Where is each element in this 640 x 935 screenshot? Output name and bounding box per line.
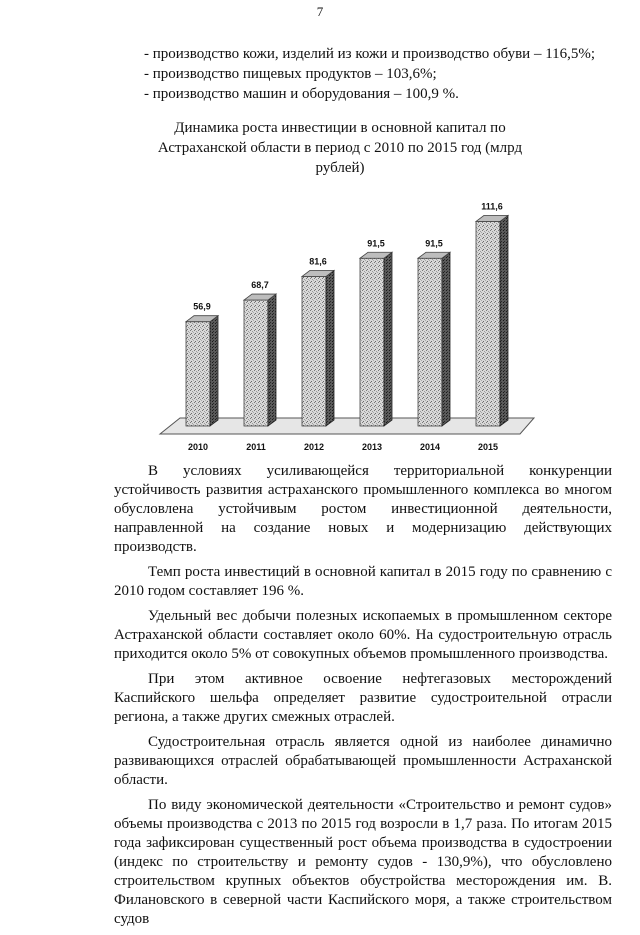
x-tick-label: 2010	[187, 442, 209, 452]
bar-2013	[360, 252, 392, 426]
paragraph: По виду экономической деятельности «Строительство и ремонт судов» объемы производства с 2013 по 2015 год возросли в 1,7 раза. По итогам 2015 года зафиксирован существенный рост объема производства в судостроении (индекс по строительству и ремонту судов - 130,9%), что обусловлено строительством крупных объектов обустройства месторождения им. В. Филановского в северной части Каспийского моря, а также строительством судов	[114, 797, 612, 927]
list-item: - производство пищевых продуктов – 103,6%;	[144, 66, 437, 82]
list-item: - производство машин и оборудования – 100,9 %.	[144, 86, 459, 102]
x-tick-label: 2012	[303, 442, 325, 452]
data-label: 91,5	[367, 238, 385, 249]
bar-2015	[476, 215, 508, 426]
body-text	[114, 462, 612, 935]
data-label: 111,6	[481, 201, 503, 212]
investment-bar-chart	[150, 190, 540, 460]
bar-2010	[186, 316, 218, 426]
paragraph: В условиях усиливающейся территориальной конкуренции устойчивость развития астраханского промышленного комплекса во многом обусловлена устойчивым ростом инвестиционной деятельности, направленной на создание новых и модернизацию действующих производств.	[114, 463, 612, 555]
x-tick-label: 2011	[246, 442, 266, 452]
data-label: 56,9	[193, 301, 211, 312]
paragraph: Темп роста инвестиций в основной капитал в 2015 году по сравнению с 2010 годом составляет 196 %.	[114, 564, 612, 599]
x-tick-label: 2014	[419, 442, 441, 452]
production-index-list	[144, 44, 595, 104]
page-number: 7	[316, 4, 324, 19]
x-tick-label: 2013	[361, 442, 383, 452]
x-tick-label: 2015	[477, 442, 499, 452]
list-item: - производство кожи, изделий из кожи и производство обуви – 116,5%;	[144, 46, 596, 62]
paragraph: Удельный вес добычи полезных ископаемых в промышленном секторе Астраханской области составляет около 60%. На судостроительную отрасль приходится около 5% от совокупных объемов промышленного производства.	[114, 608, 612, 662]
chart-title: Динамика роста инвестиции в основной капитал по Астраханской области в период с 2010 по 2015 год (млрд рублей)	[157, 120, 523, 176]
data-label: 81,6	[309, 256, 327, 267]
paragraph: Судостроительная отрасль является одной из наиболее динамично развивающихся отраслей обрабатывающей промышленности Астраханской области.	[114, 734, 612, 788]
bar-2014	[418, 252, 450, 426]
bar-2011	[244, 294, 276, 426]
bar-2012	[302, 270, 334, 426]
paragraph: При этом активное освоение нефтегазовых месторождений Каспийского шельфа определяет развитие судостроительной отрасли региона, а также других смежных отраслей.	[114, 671, 612, 725]
data-label: 91,5	[425, 238, 443, 249]
data-label: 68,7	[251, 280, 269, 291]
